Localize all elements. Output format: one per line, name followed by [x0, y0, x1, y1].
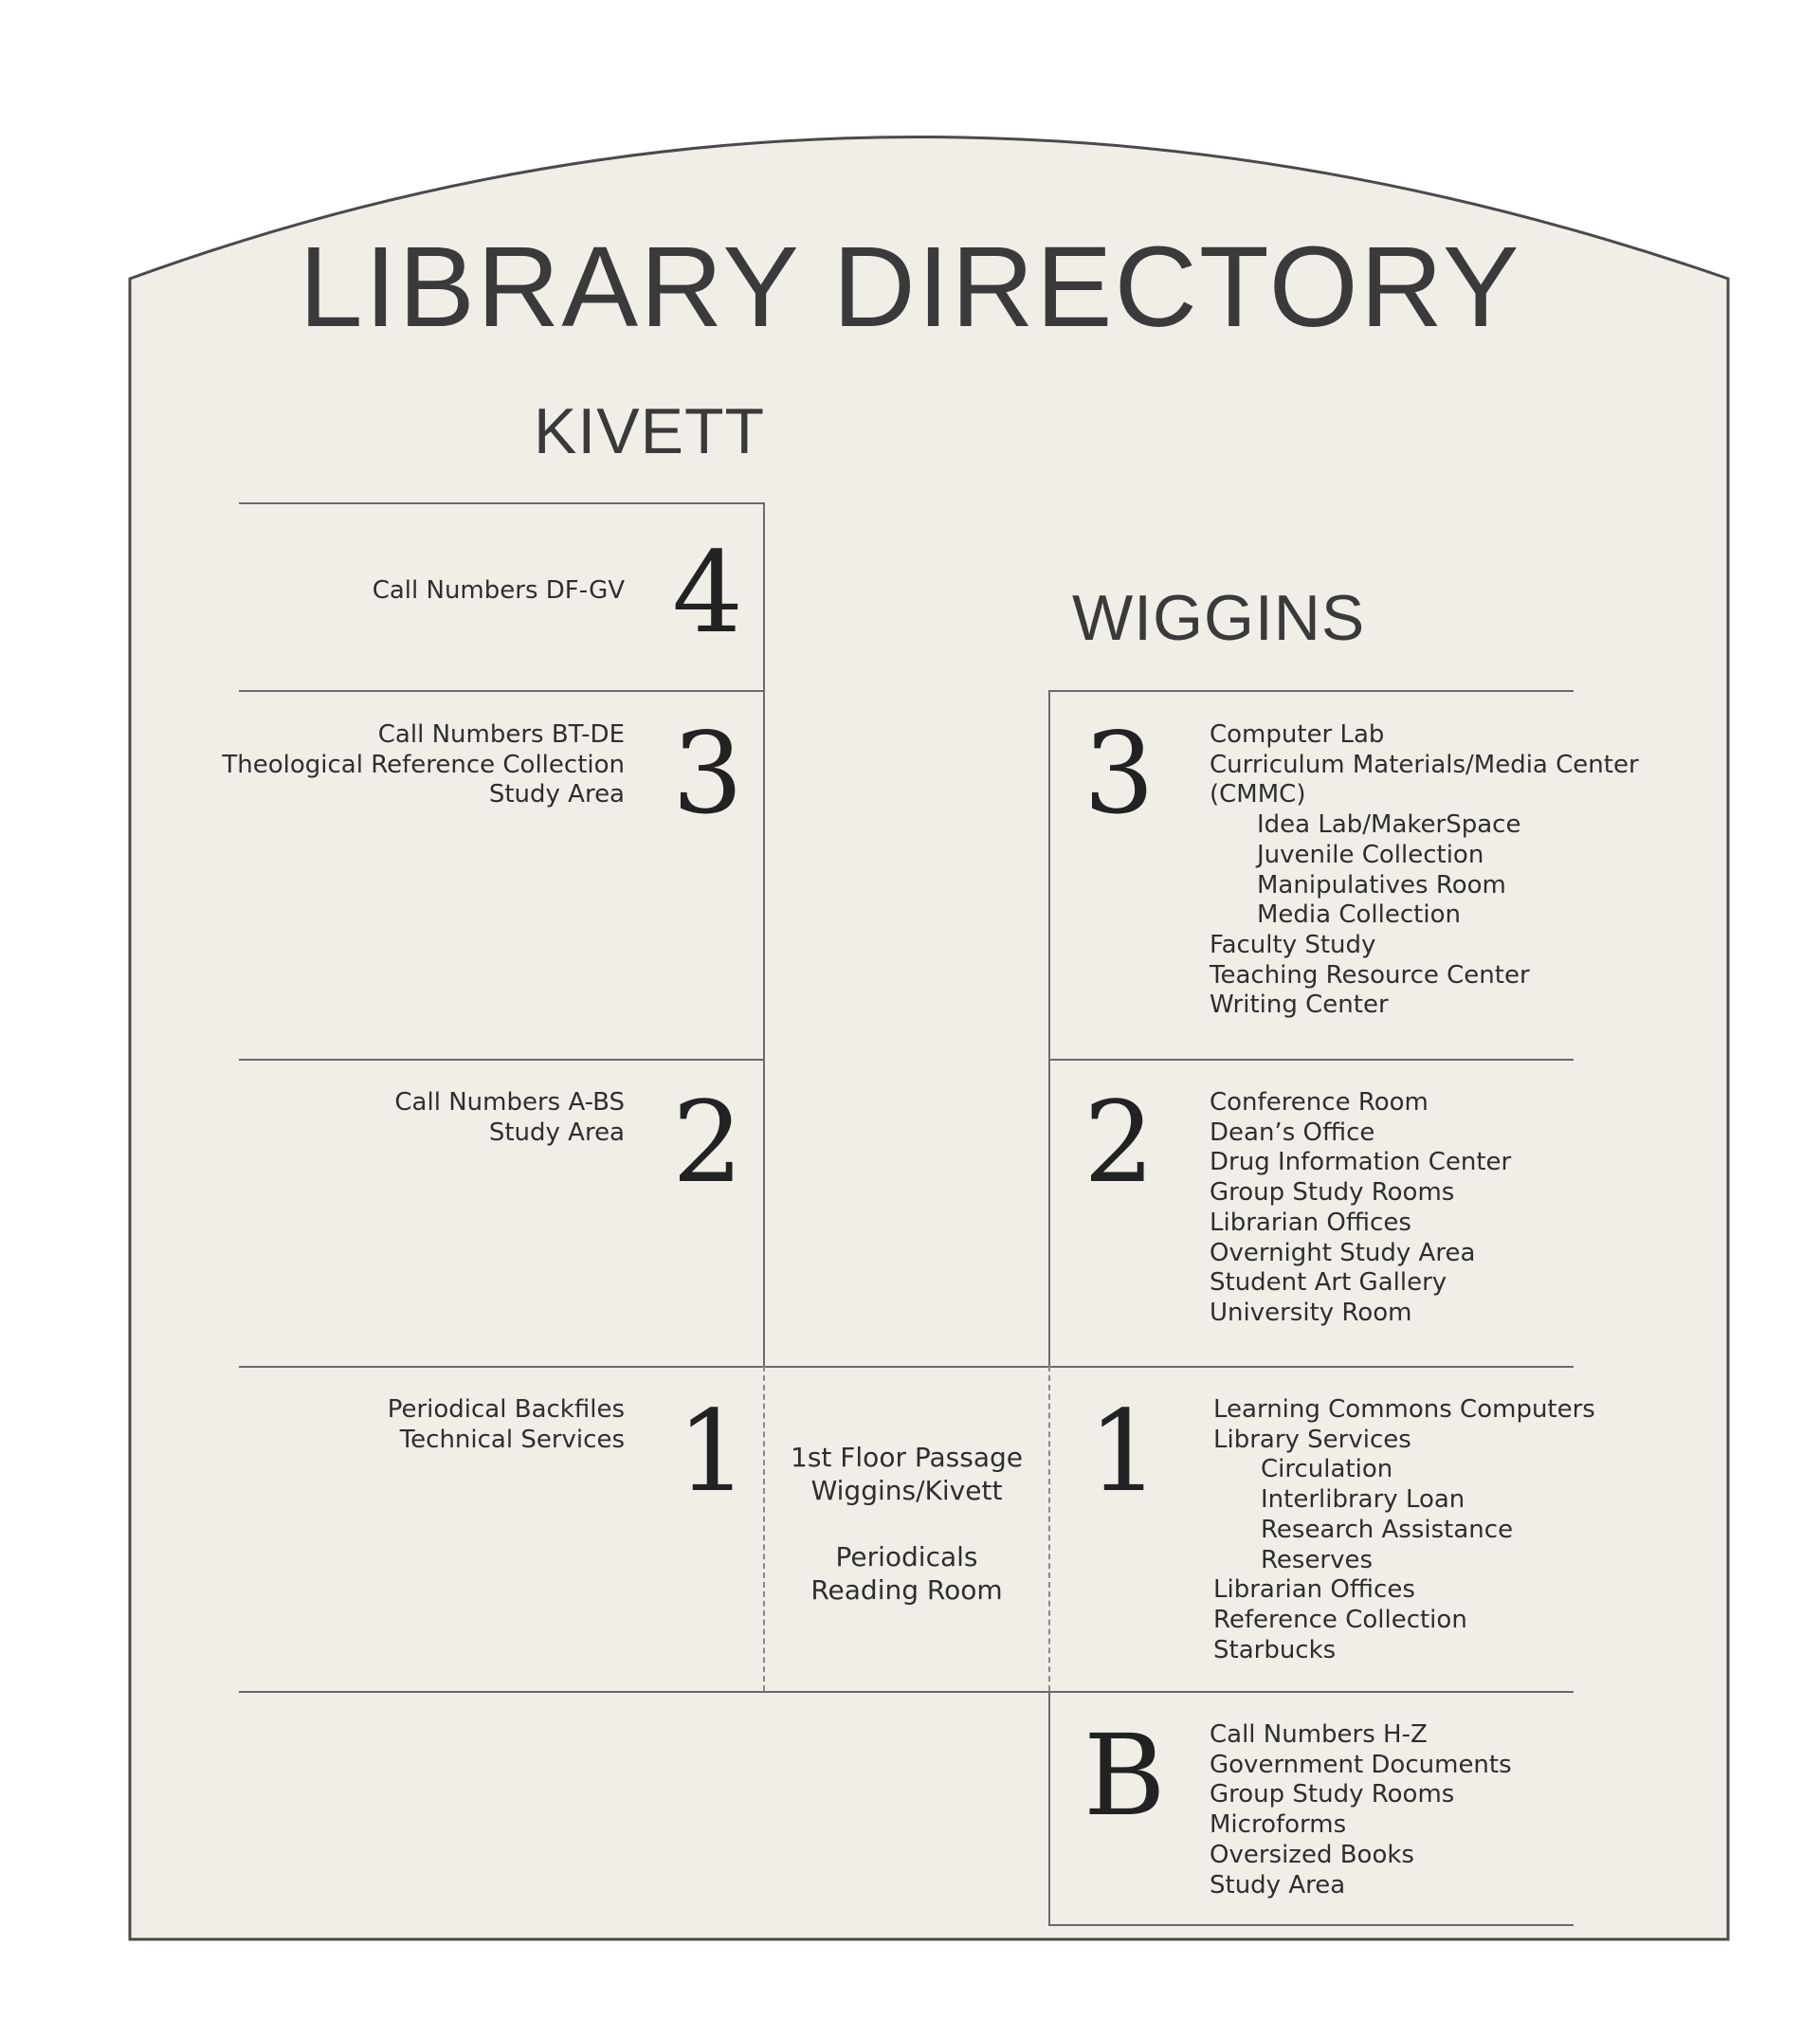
list-item: (CMMC): [1210, 780, 1306, 809]
list-item: Study Area: [1210, 1870, 1346, 1900]
kivett-right-edge: [763, 502, 765, 1366]
list-item: University Room: [1210, 1298, 1412, 1327]
list-item: Call Numbers DF-GV: [372, 576, 625, 605]
passage-line-1: 1st Floor Passage: [791, 1442, 1023, 1473]
kivett-floor-4-list: [373, 576, 625, 607]
list-item: Starbucks: [1213, 1635, 1337, 1664]
wiggins-floor-1-list: [1213, 1395, 1595, 1665]
list-item: Conference Room: [1210, 1088, 1429, 1117]
kivett-heading: KIVETT: [534, 395, 766, 467]
list-item: Librarian Offices: [1213, 1575, 1415, 1605]
list-item: Technical Services: [399, 1425, 625, 1454]
list-item: Librarian Offices: [1210, 1208, 1411, 1237]
wiggins-floor-b-number: B: [1083, 1710, 1166, 1841]
list-item: Media Collection: [1257, 900, 1461, 930]
list-item: Oversized Books: [1210, 1840, 1414, 1869]
wiggins-floor-2-list: [1210, 1088, 1511, 1329]
passage-line-3: Periodicals: [835, 1541, 978, 1572]
list-item: Computer Lab: [1210, 720, 1385, 749]
wiggins-floor-b-list: [1210, 1720, 1512, 1900]
list-item: Study Area: [488, 1118, 625, 1147]
wiggins-divider-top: [1048, 690, 1574, 692]
passage-right-dashed: [1048, 1366, 1050, 1691]
kivett-floor-1-list: [388, 1395, 625, 1455]
list-item: Idea Lab/MakerSpace: [1257, 810, 1521, 840]
list-item: Call Numbers H-Z: [1210, 1720, 1428, 1749]
list-item: Study Area: [488, 780, 625, 809]
kivett-divider-top: [239, 502, 763, 504]
list-item: Juvenile Collection: [1257, 840, 1484, 869]
kivett-divider-4-3: [239, 690, 763, 692]
passage-line-4: Reading Room: [810, 1574, 1003, 1606]
kivett-divider-3-2: [239, 1059, 763, 1061]
kivett-floor-2-number: 2: [672, 1077, 744, 1208]
list-item: Circulation: [1261, 1455, 1393, 1484]
list-item: Periodical Backfiles: [387, 1395, 625, 1424]
list-item: Theological Reference Collection: [222, 750, 625, 779]
list-item: Teaching Resource Center: [1210, 960, 1530, 990]
directory-title: LIBRARY DIRECTORY: [299, 222, 1521, 351]
list-item: Research Assistance: [1261, 1515, 1514, 1544]
list-item: Overnight Study Area: [1210, 1238, 1476, 1267]
list-item: Dean’s Office: [1210, 1118, 1375, 1147]
kivett-floor-3-list: [222, 720, 625, 810]
wiggins-left-edge-lower: [1048, 1691, 1050, 1924]
kivett-floor-3-number: 3: [672, 708, 744, 839]
passage-line-2: Wiggins/Kivett: [810, 1475, 1003, 1506]
wiggins-floor-1-number: 1: [1088, 1386, 1160, 1517]
wiggins-heading: WIGGINS: [1072, 582, 1366, 654]
wiggins-floor-2-number: 2: [1083, 1077, 1156, 1208]
list-item: Call Numbers A-BS: [394, 1088, 625, 1117]
wiggins-divider-bottom: [1048, 1924, 1574, 1926]
list-item: Student Art Gallery: [1210, 1268, 1447, 1298]
kivett-floor-1-number: 1: [677, 1386, 749, 1517]
list-item: Library Services: [1213, 1425, 1411, 1454]
list-item: Government Documents: [1210, 1750, 1512, 1779]
kivett-floor-2-list: [394, 1088, 625, 1148]
list-item: Group Study Rooms: [1210, 1780, 1455, 1809]
list-item: Learning Commons Computers: [1213, 1395, 1595, 1424]
list-item: Interlibrary Loan: [1261, 1485, 1465, 1515]
list-item: Call Numbers BT-DE: [377, 720, 625, 749]
divider-2-1: [239, 1366, 1574, 1368]
list-item: Reserves: [1261, 1545, 1374, 1574]
divider-1-b: [239, 1691, 1574, 1693]
list-item: Group Study Rooms: [1210, 1178, 1455, 1208]
list-item: Writing Center: [1210, 991, 1389, 1020]
wiggins-left-edge-upper: [1048, 690, 1050, 1366]
wiggins-divider-3-2: [1048, 1059, 1574, 1061]
list-item: Drug Information Center: [1210, 1148, 1512, 1177]
list-item: Reference Collection: [1213, 1605, 1467, 1634]
list-item: Microforms: [1210, 1810, 1347, 1840]
list-item: Manipulatives Room: [1257, 870, 1506, 900]
floor-passage: [765, 1441, 1048, 1607]
kivett-floor-4-number: 4: [672, 527, 744, 658]
list-item: Curriculum Materials/Media Center: [1210, 750, 1639, 779]
list-item: Faculty Study: [1210, 930, 1376, 959]
wiggins-floor-3-list: [1210, 720, 1639, 1021]
wiggins-floor-3-number: 3: [1083, 708, 1156, 839]
